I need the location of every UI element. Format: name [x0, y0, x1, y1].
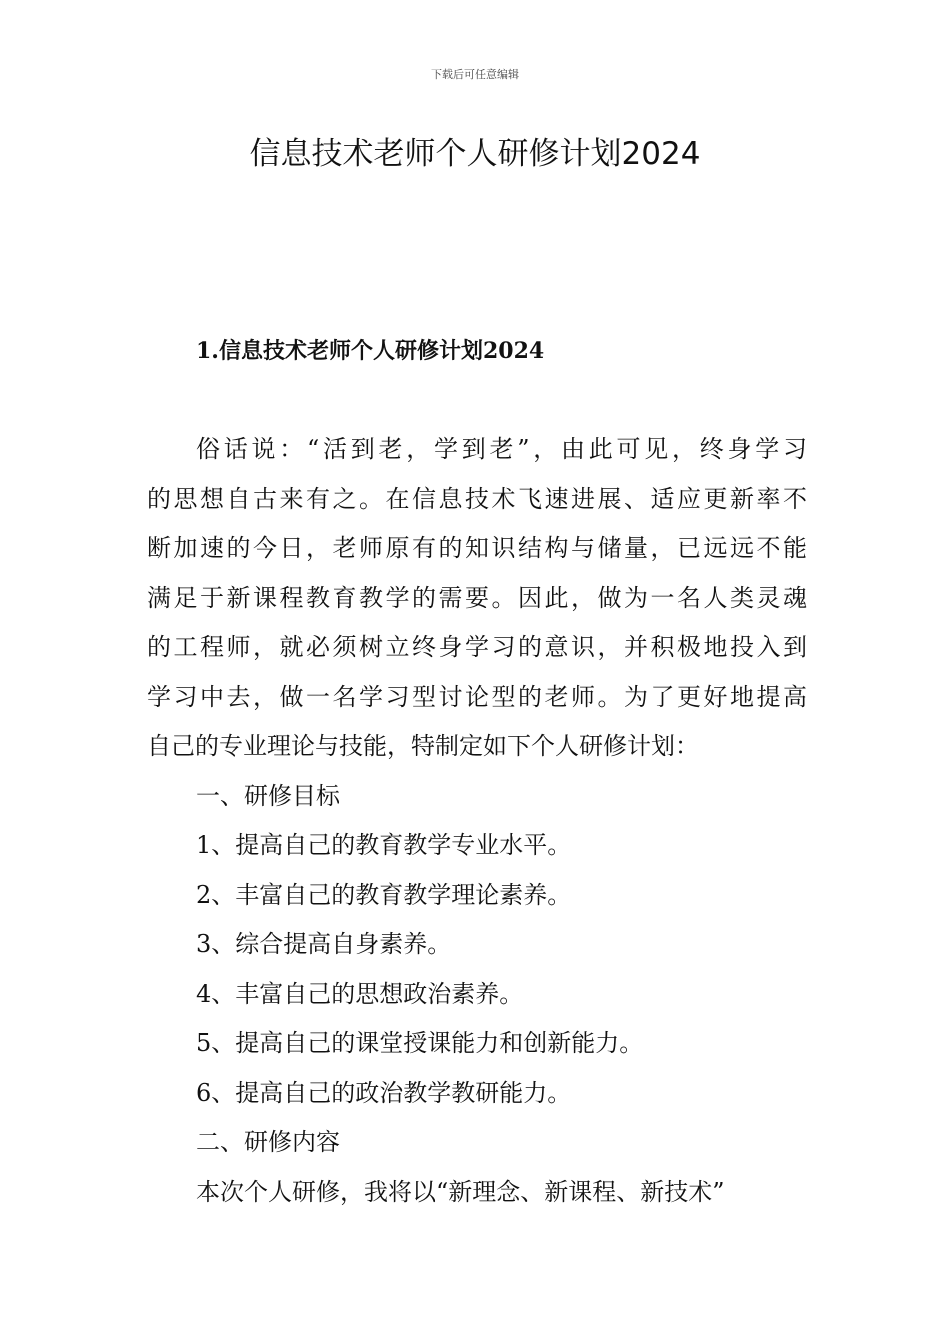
- header-note: 下载后可任意编辑: [431, 68, 519, 81]
- paragraph-line: 断加速的今日，老师原有的知识结构与储量，已远远不能: [147, 534, 807, 562]
- goal-item: 2、丰富自己的教育教学理论素养。: [196, 880, 572, 909]
- content-first-line: 本次个人研修，我将以“新理念、新课程、新技术”: [196, 1177, 725, 1206]
- goal-item: 6、提高自己的政治教学教研能力。: [196, 1078, 572, 1107]
- goal-item: 1、提高自己的教育教学专业水平。: [196, 831, 572, 859]
- section-heading: 1.信息技术老师个人研修计划2024: [196, 338, 545, 364]
- goal-item: 3、综合提高自身素养。: [196, 930, 452, 958]
- paragraph-line: 俗话说：“活到老，学到老”，由此可见，终身学习: [196, 435, 807, 463]
- goals-heading: 一、研修目标: [196, 781, 340, 810]
- document-body: [147, 425, 807, 1217]
- paragraph-line: 的思想自古来有之。在信息技术飞速进展、适应更新率不: [147, 484, 807, 513]
- content-heading: 二、研修内容: [196, 1128, 340, 1156]
- paragraph-line: 满足于新课程教育教学的需要。因此，做为一名人类灵魂: [147, 583, 807, 612]
- document-title: 信息技术老师个人研修计划2024: [249, 136, 701, 172]
- paragraph-line: 学习中去，做一名学习型讨论型的老师。为了更好地提高: [147, 682, 807, 711]
- goal-item: 4、丰富自己的思想政治素养。: [196, 979, 524, 1008]
- paragraph-line: 的工程师，就必须树立终身学习的意识，并积极地投入到: [147, 633, 807, 661]
- paragraph-line: 自己的专业理论与技能，特制定如下个人研修计划：: [147, 732, 699, 760]
- goal-item: 5、提高自己的课堂授课能力和创新能力。: [196, 1029, 644, 1057]
